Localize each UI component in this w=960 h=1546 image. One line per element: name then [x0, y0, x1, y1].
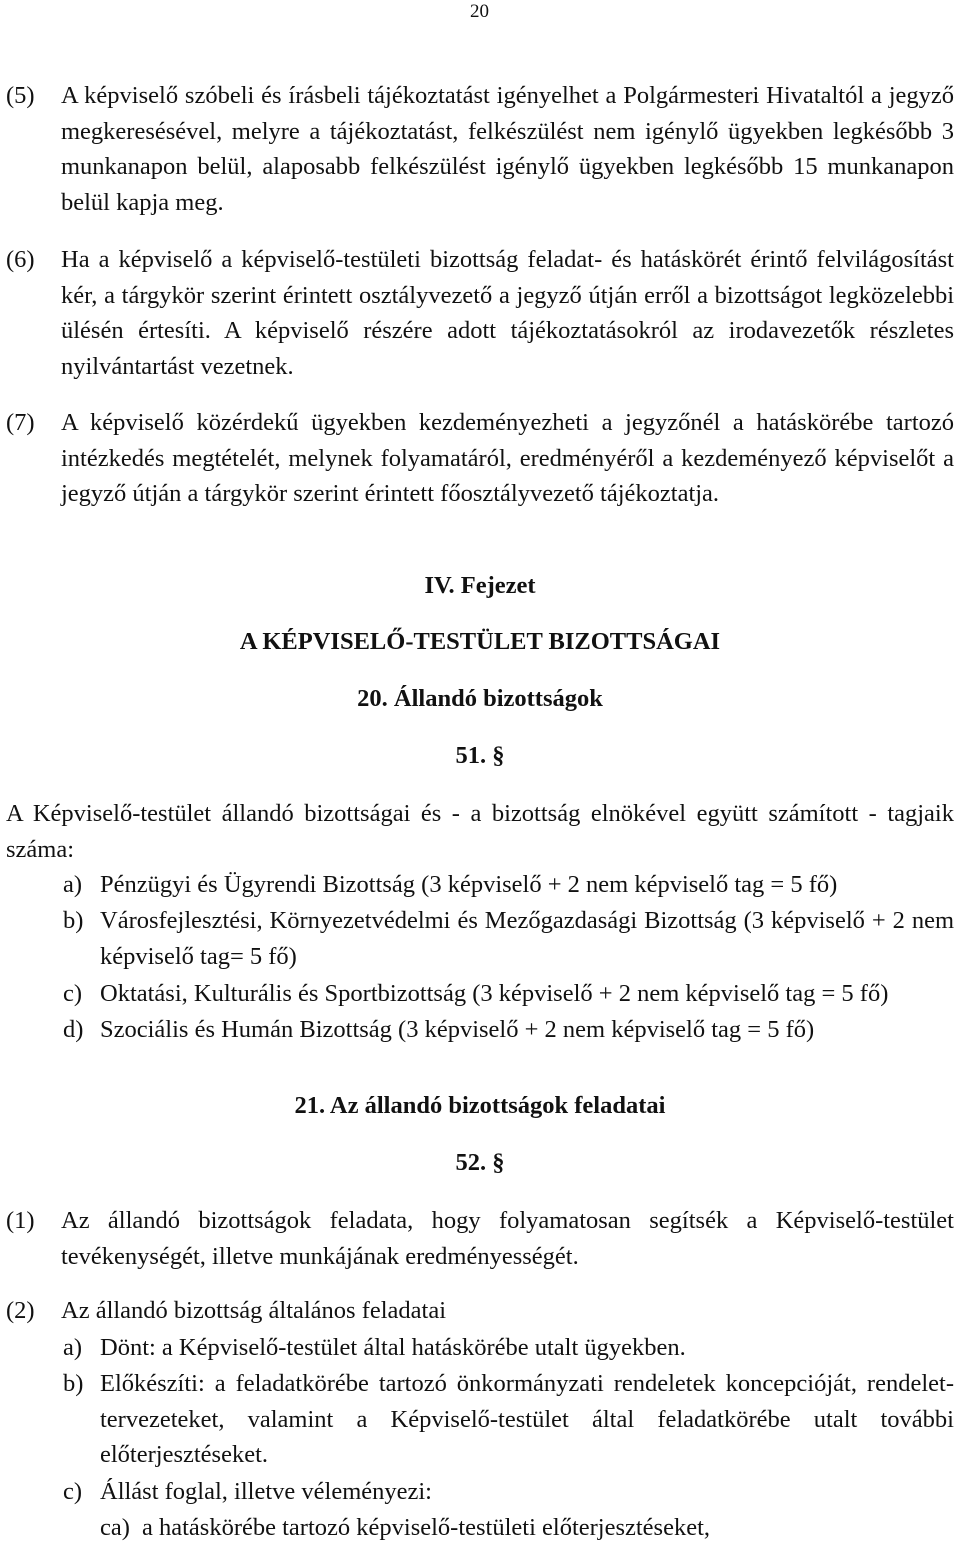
paragraph-7 [6, 405, 954, 512]
chapter-title: A KÉPVISELŐ-TESTÜLET BIZOTTSÁGAI [239, 628, 721, 655]
list-item [63, 867, 954, 903]
list-item [63, 1330, 954, 1366]
section-title-21: 21. Az állandó bizottságok feladatai [294, 1092, 666, 1119]
list-item-text: Pénzügyi és Ügyrendi Bizottság (3 képviselő + 2 nem képviselő tag = 5 fő) [100, 871, 838, 898]
list-item-label: c) [63, 980, 83, 1007]
paragraph-5 [6, 78, 954, 220]
list-item-text: Szociális és Humán Bizottság (3 képviselő + 2 nem képviselő tag = 5 fő) [100, 1016, 815, 1043]
paragraph-number: (6) [6, 246, 35, 273]
paragraph-text: Az állandó bizottság általános feladatai [61, 1297, 447, 1324]
list-item-label: b) [63, 1370, 84, 1397]
paragraph-number: (1) [6, 1207, 35, 1234]
paragraph-text: A képviselő szóbeli és írásbeli tájékoztatást igényelhet a Polgármesteri Hivataltól a jegyző megkeresésével, melyre a tájékoztatást, felkészülést nem igénylő ügyekben legkésőbb 3 munkanapon belül, alaposabb felkészülést igénylő ügyekben legkésőbb 15 munkanapon belül kapja meg. [61, 82, 954, 216]
list-item [63, 976, 954, 1012]
paragraph-sign-51: 51. § [455, 742, 505, 769]
list-item-text: Oktatási, Kulturális és Sportbizottság (3 képviselő + 2 nem képviselő tag = 5 fő) [100, 980, 889, 1007]
paragraph-number: (7) [6, 409, 35, 436]
paragraph-sign-52: 52. § [455, 1149, 505, 1176]
sub-list-item-label: ca) [100, 1514, 130, 1541]
list-item-label: a) [63, 1334, 83, 1361]
list-item [63, 1474, 954, 1510]
list-item [63, 1012, 954, 1048]
paragraph-52-1 [6, 1203, 954, 1274]
paragraph-text: Ha a képviselő a képviselő-testületi bizottság feladat- és hatáskörét érintő felvilágosítást kér, a tárgykör szerint érintett osztályvezető a jegyző útján erről a bizottságot legközelebbi ülésén értesíti. A képviselő részére adott tájékoztatásokról az irodavezetők részletes nyilvántartást vezetnek. [61, 246, 954, 380]
list-item-text: Városfejlesztési, Környezetvédelmi és Mezőgazdasági Bizottság (3 képviselő + 2 nem képviselő tag= 5 fő) [100, 907, 954, 970]
list-item-label: b) [63, 907, 84, 934]
sub-list-item-text: a hatáskörébe tartozó képviselő-testületi előterjesztéseket, [142, 1514, 711, 1541]
list-item-label: a) [63, 871, 83, 898]
list-item [63, 903, 954, 974]
paragraph-text: A képviselő közérdekű ügyekben kezdeményezheti a jegyzőnél a hatáskörébe tartozó intézkedés megtételét, melynek folyamatáról, eredményéről a kezdeményező képviselőt a jegyző útján a tárgykör szerint érintett főosztályvezető tájékoztatja. [61, 409, 954, 507]
paragraph-6 [6, 242, 954, 384]
sub-list-item [100, 1510, 954, 1546]
section-20-intro: A Képviselő-testület állandó bizottságai és - a bizottság elnökével együtt számított - tagjaik száma: [6, 800, 954, 863]
paragraph-text: Az állandó bizottságok feladata, hogy folyamatosan segítsék a Képviselő-testület tevékenységét, illetve munkájának eredményességét. [61, 1207, 954, 1270]
list-item-label: d) [63, 1016, 84, 1043]
paragraph-number: (2) [6, 1297, 35, 1324]
list-item-text: Dönt: a Képviselő-testület által hatáskörébe utalt ügyekben. [100, 1334, 686, 1361]
list-item-label: c) [63, 1478, 83, 1505]
list-item-text: Állást foglal, illetve véleményezi: [100, 1478, 432, 1505]
paragraph-number: (5) [6, 82, 35, 109]
section-title-20: 20. Állandó bizottságok [357, 685, 603, 712]
list-item [63, 1366, 954, 1473]
list-item-text: Előkészíti: a feladatkörébe tartozó önkormányzati rendeletek koncepcióját, rendelet-tervezeteket, valamint a Képviselő-testület által feladatkörébe utalt további előterjesztéseket. [100, 1370, 954, 1468]
chapter-number: IV. Fejezet [424, 572, 536, 599]
paragraph-52-2 [6, 1293, 954, 1329]
